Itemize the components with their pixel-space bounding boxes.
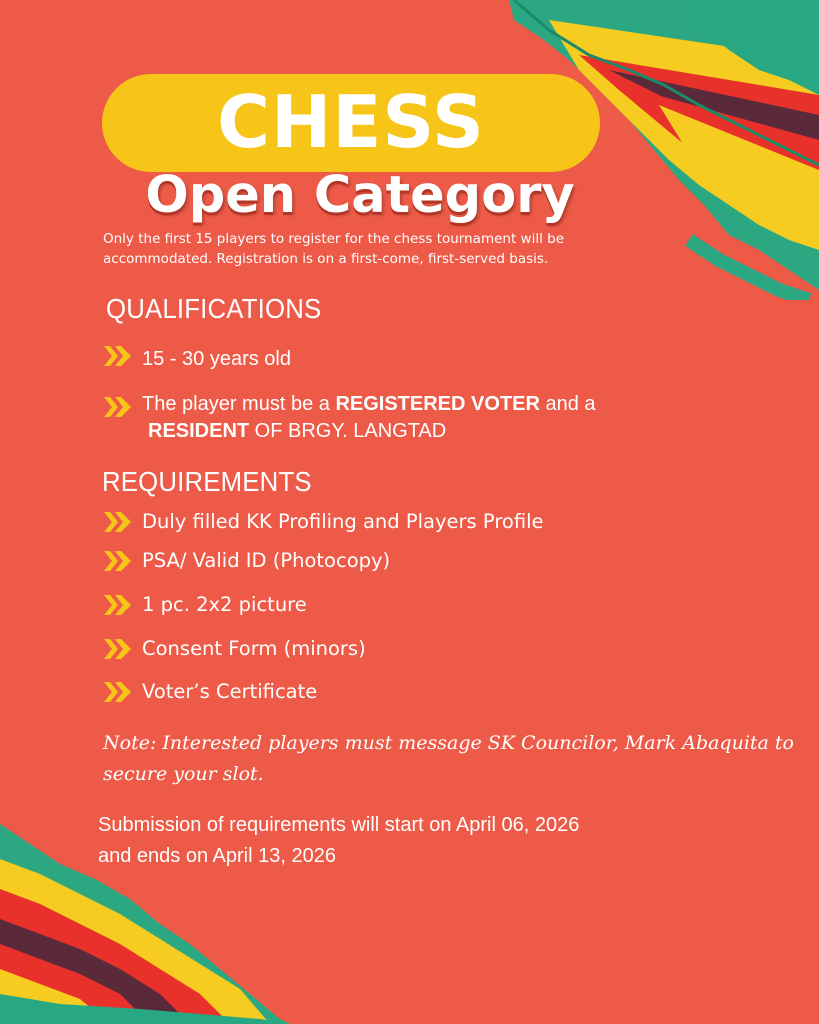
voter-text-mid: and a bbox=[539, 393, 596, 415]
requirement-text: Duly filled KK Profiling and Players Profile bbox=[142, 510, 544, 533]
resident-text-bold: RESIDENT bbox=[148, 420, 250, 442]
requirement-text: PSA/ Valid ID (Photocopy) bbox=[142, 549, 391, 572]
requirement-item bbox=[104, 546, 390, 576]
qualification-item-voter bbox=[104, 389, 596, 419]
chevron-right-icon bbox=[104, 680, 132, 704]
requirement-item bbox=[104, 507, 544, 537]
requirement-text: Consent Form (minors) bbox=[142, 637, 366, 660]
requirement-text: Voter’s Certificate bbox=[142, 680, 318, 703]
chevron-right-icon bbox=[104, 593, 132, 617]
requirement-item bbox=[104, 677, 317, 707]
submission-dates bbox=[98, 810, 698, 872]
chevron-right-icon bbox=[104, 395, 132, 419]
requirement-text: 1 pc. 2x2 picture bbox=[142, 593, 307, 616]
qualification-voter-text bbox=[142, 389, 596, 419]
submission-line-1: Submission of requirements will start on April 06, 2026 bbox=[98, 814, 580, 836]
qualifications-heading: QUALIFICATIONS bbox=[106, 293, 322, 324]
voter-text-pre: The player must be a bbox=[142, 393, 336, 415]
note-text: Note: Interested players must message SK Councilor, Mark Abaquita to secure your slot. bbox=[103, 732, 794, 785]
chevron-right-icon bbox=[104, 510, 132, 534]
chevron-right-icon bbox=[104, 344, 132, 368]
voter-text-bold: REGISTERED VOTER bbox=[335, 393, 540, 415]
intro-text: Only the first 15 players to register for the chess tournament will be accommodated. Registration is on a first-come, first-served basis. bbox=[103, 231, 565, 267]
requirements-heading: REQUIREMENTS bbox=[102, 466, 312, 497]
chevron-right-icon bbox=[104, 637, 132, 661]
chevron-right-icon bbox=[104, 549, 132, 573]
submission-line-2: and ends on April 13, 2026 bbox=[98, 845, 336, 867]
qualification-resident-text bbox=[148, 420, 446, 443]
qualification-item-age bbox=[104, 344, 291, 374]
resident-text-rest: OF BRGY. LANGTAD bbox=[249, 420, 447, 442]
title-main: CHESS bbox=[217, 80, 485, 164]
requirement-item bbox=[104, 634, 366, 664]
qualification-age-text: 15 - 30 years old bbox=[142, 348, 291, 370]
requirement-item bbox=[104, 590, 307, 620]
title-sub: Open Category bbox=[145, 166, 575, 225]
